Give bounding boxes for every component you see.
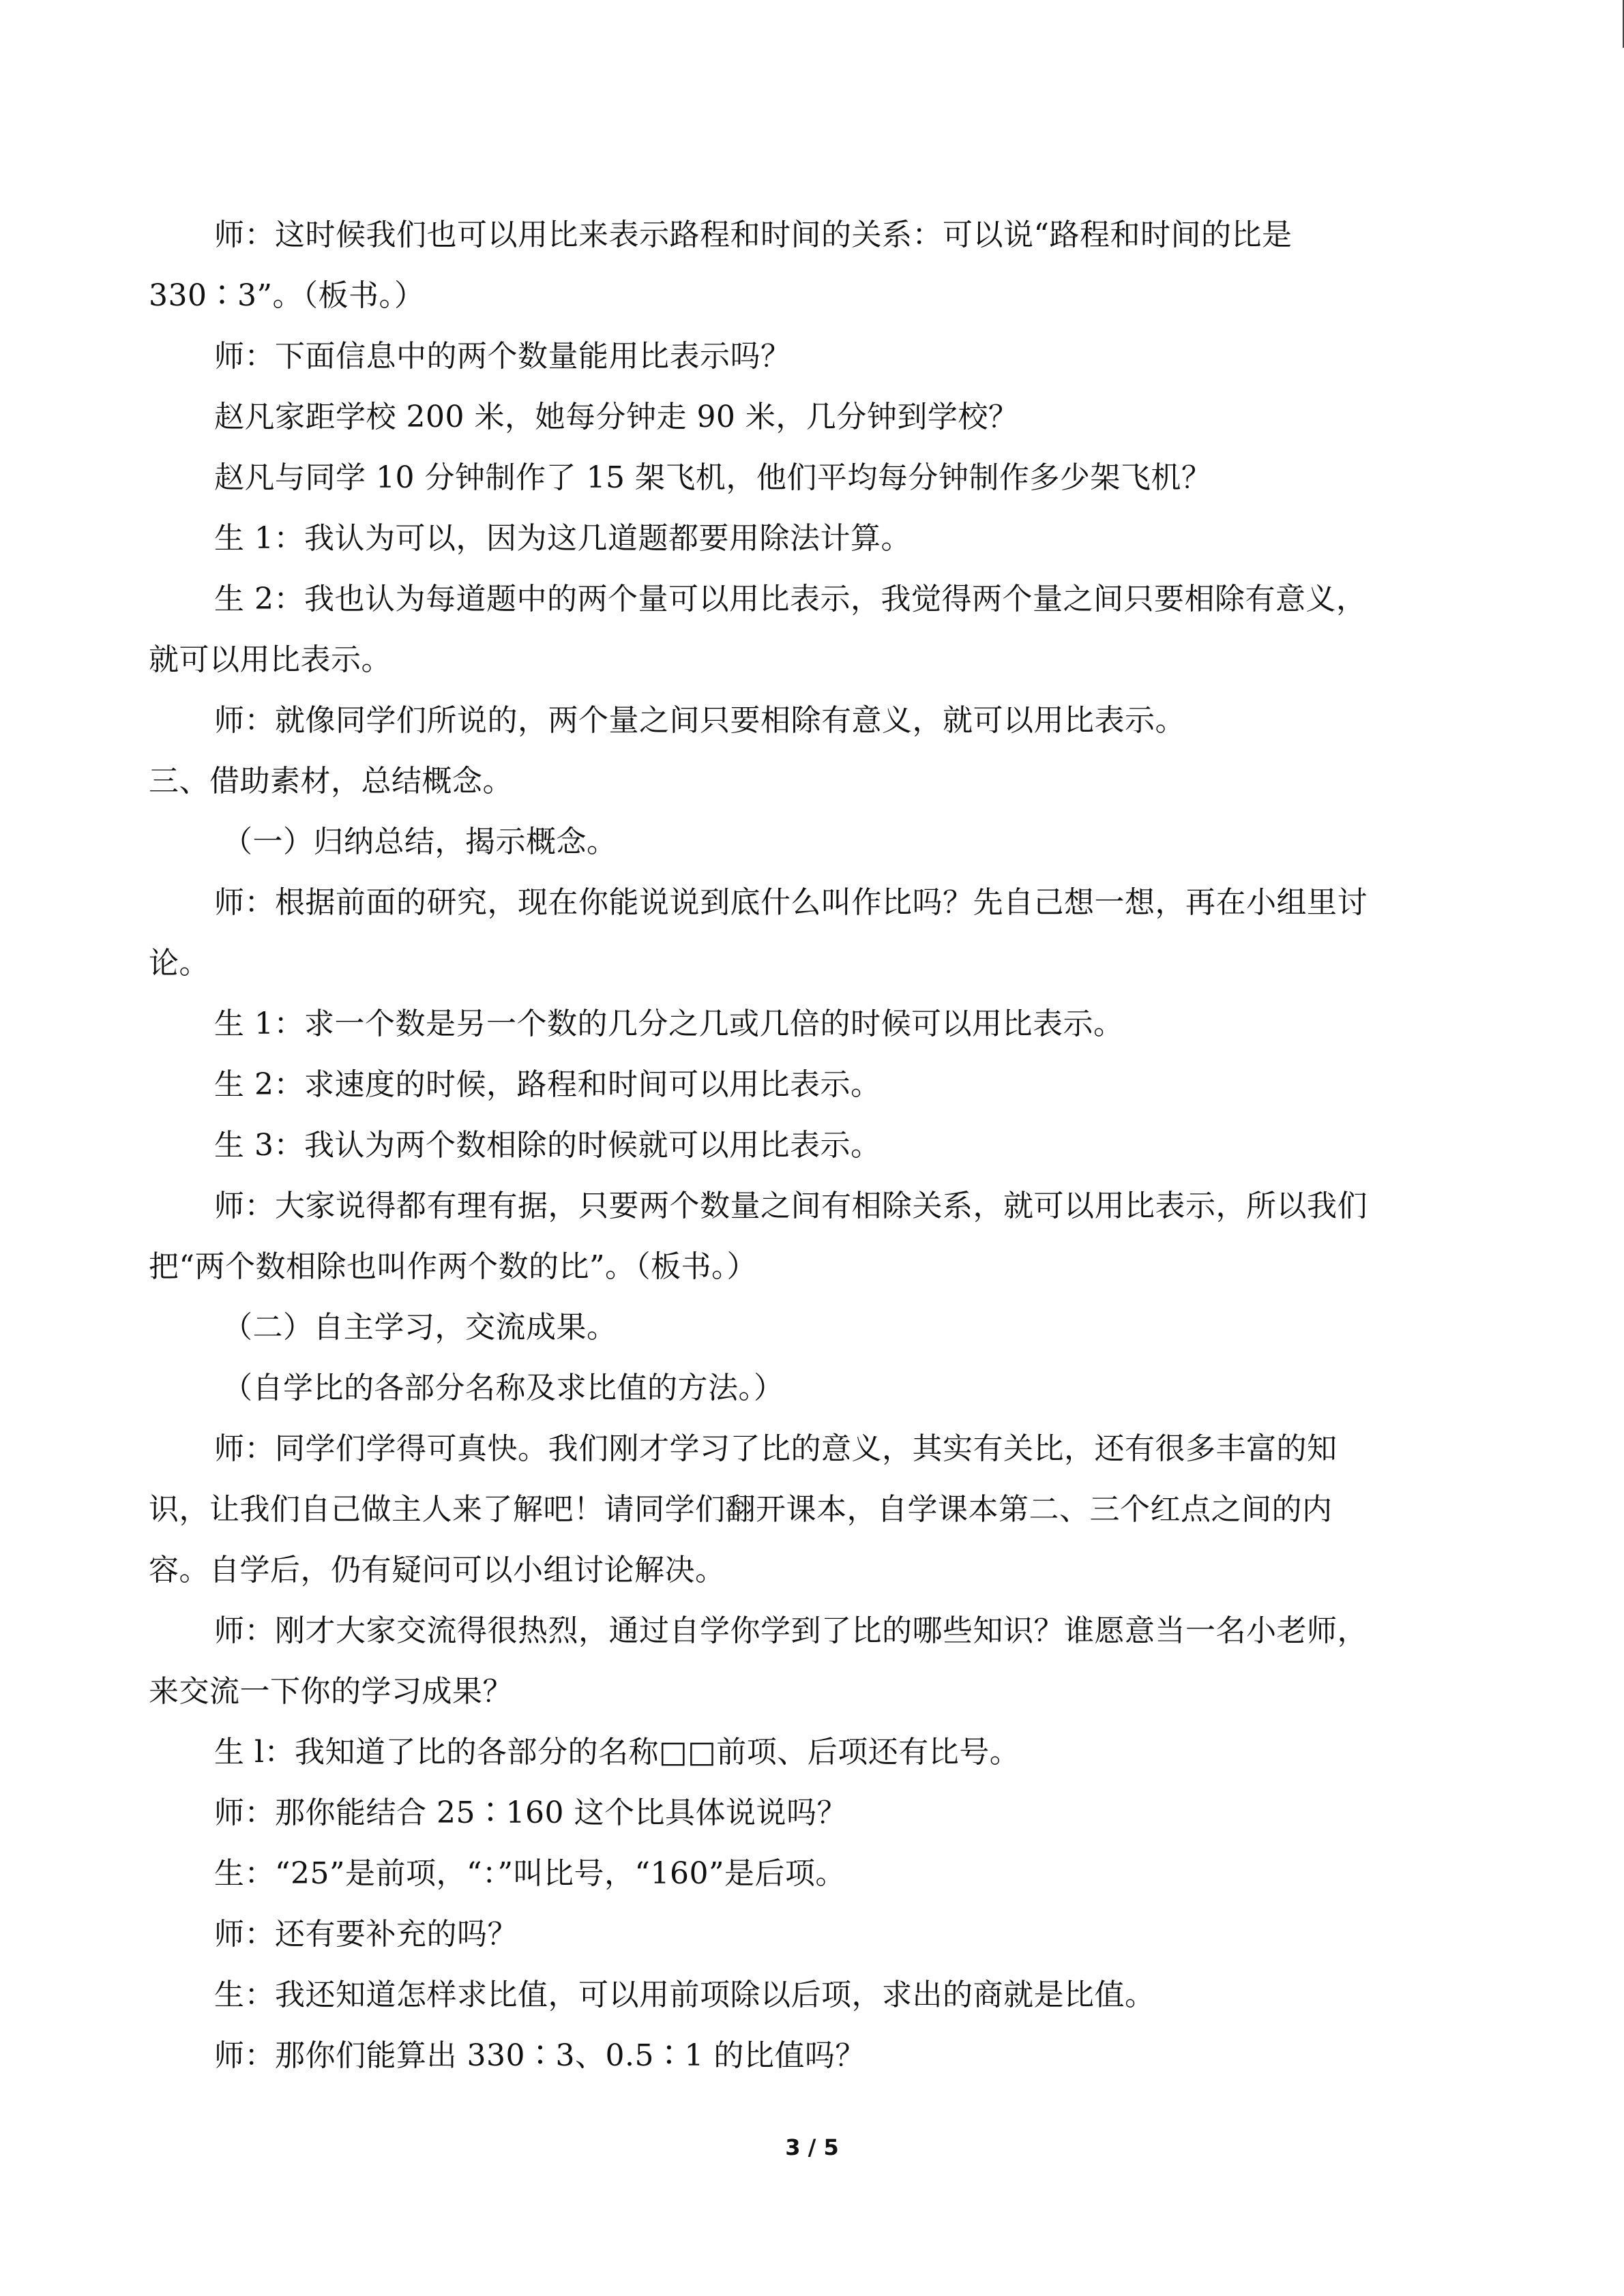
paragraph: 330∶3”。（板书。） (149, 278, 425, 313)
paragraph: 师：那你们能算出 330∶3、0.5∶1 的比值吗？ (214, 2038, 866, 2073)
paragraph: 师：就像同学们所说的，两个量之间只要相除有意义，就可以用比表示。 (214, 703, 1185, 738)
paragraph: 生：我还知道怎样求比值，可以用前项除以后项，求出的商就是比值。 (214, 1978, 1155, 2012)
paragraph: 生 1：求一个数是另一个数的几分之几或几倍的时候可以用比表示。 (214, 1007, 1124, 1041)
paragraph: 论。 (149, 946, 209, 981)
paragraph: 生 2：求速度的时候，路程和时间可以用比表示。 (214, 1067, 881, 1102)
paragraph: 生 l：我知道了比的各部分的名称□□前项、后项还有比号。 (214, 1735, 1020, 1770)
paragraph: 识，让我们自己做主人来了解吧！请同学们翻开课本，自学课本第二、三个红点之间的内 (149, 1492, 1333, 1527)
paragraph: 容。自学后，仍有疑问可以小组讨论解决。 (149, 1553, 726, 1587)
paragraph: （自学比的各部分名称及求比值的方法。） (222, 1371, 784, 1405)
paragraph: 赵凡家距学校 200 米，她每分钟走 90 米，几分钟到学校？ (214, 400, 1019, 434)
body-text (149, 205, 1462, 2086)
subsection-heading: （二）自主学习，交流成果。 (222, 1310, 617, 1345)
paragraph: 师：根据前面的研究，现在你能说说到底什么叫作比吗？先自己想一想，再在小组里讨 (214, 885, 1368, 920)
paragraph: 来交流一下你的学习成果？ (149, 1674, 513, 1709)
paragraph: 赵凡与同学 10 分钟制作了 15 架飞机，他们平均每分钟制作多少架飞机？ (214, 460, 1212, 495)
page-number: 3 / 5 (785, 2134, 839, 2160)
paragraph: 生 2：我也认为每道题中的两个量可以用比表示，我觉得两个量之间只要相除有意义， (214, 582, 1367, 616)
paragraph: 师：同学们学得可真快。我们刚才学习了比的意义，其实有关比，还有很多丰富的知 (214, 1431, 1338, 1466)
paragraph: 师：刚才大家交流得很热烈，通过自学你学到了比的哪些知识？谁愿意当一名小老师， (214, 1613, 1368, 1648)
paragraph: 就可以用比表示。 (149, 642, 392, 677)
paragraph: 师：大家说得都有理有据，只要两个数量之间有相除关系，就可以用比表示，所以我们 (214, 1189, 1368, 1223)
section-heading: 三、借助素材，总结概念。 (149, 764, 513, 799)
paragraph: 师：那你能结合 25∶160 这个比具体说说吗？ (214, 1795, 847, 1830)
paragraph: 师：下面信息中的两个数量能用比表示吗？ (214, 339, 791, 374)
paragraph: 生 1：我认为可以，因为这几道题都要用除法计算。 (214, 521, 911, 556)
paragraph: 师：还有要补充的吗？ (214, 1917, 518, 1952)
subsection-heading: （一）归纳总结，揭示概念。 (222, 824, 617, 859)
paragraph: 把“两个数相除也叫作两个数的比”。（板书。） (149, 1249, 757, 1284)
paragraph: 生：“25”是前项，“：”叫比号，“160”是后项。 (214, 1856, 846, 1891)
paragraph: 师：这时候我们也可以用比来表示路程和时间的关系：可以说“路程和时间的比是 (214, 218, 1293, 252)
paragraph: 生 3：我认为两个数相除的时候就可以用比表示。 (214, 1128, 881, 1163)
